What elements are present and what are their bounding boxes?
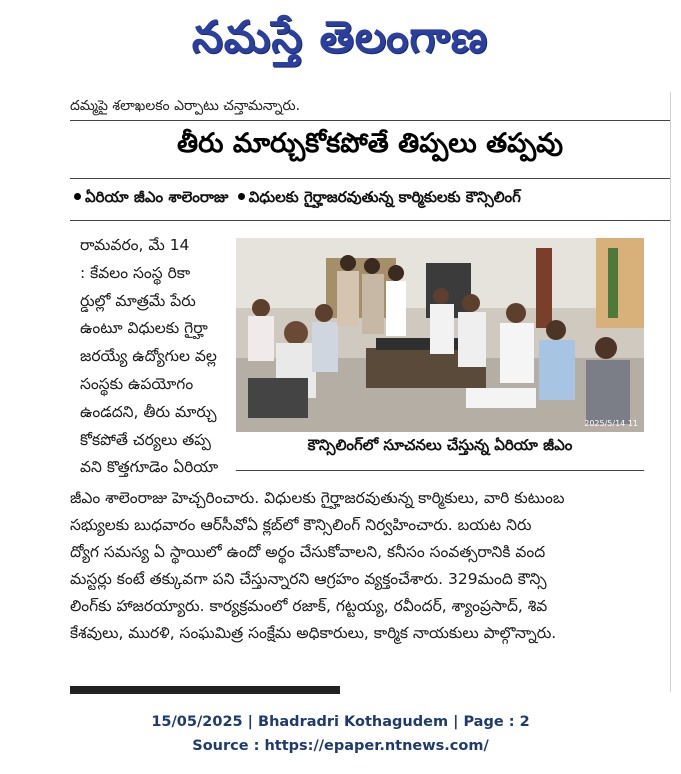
page-edge-line <box>670 92 671 692</box>
article-body <box>70 485 670 647</box>
body-line: కేశవులు, మురళి, సంఘమిత్ర సంక్షేమ అధికారులు, కార్మిక నాయకులు పాల్గొన్నారు. <box>70 624 557 642</box>
previous-article-fragment: దమ్మపై శలాఖలకం ఎర్పాటు చన్తామన్నారు. <box>70 98 301 114</box>
article-subheads <box>70 188 670 210</box>
subhead-1: ఏరియా జీఎం శాలెంరాజు <box>85 188 229 206</box>
article-column <box>80 232 230 482</box>
column-line: సంస్థకు ఉపయోగం <box>80 374 194 393</box>
footer-date-edition: 15/05/2025 | Bhadradri Kothagudem | Page : 2 <box>151 714 530 730</box>
divider-headline <box>70 178 670 179</box>
footer-source: Source : https://epaper.ntnews.com/ <box>192 738 489 754</box>
next-article-cut-bar <box>70 686 340 694</box>
divider-top <box>70 120 670 121</box>
photo-timestamp: 2025/5/14 11 <box>584 419 638 428</box>
bullet-icon <box>74 193 81 200</box>
body-line: సభ్యులకు బుధవారం ఆర్‌సీవోఏ క్లబ్‌లో కౌన్సిలింగ్ నిర్వహించారు. బయట నిరు <box>70 516 532 534</box>
column-line: కోకపోతే చర్యలు తప్ప <box>80 430 211 449</box>
divider-caption <box>236 470 644 471</box>
meeting-photo-illustration <box>236 238 644 432</box>
column-line: ఉండదని, తీరు మార్చు <box>80 402 217 421</box>
body-line: మస్టర్లు కంటే తక్కువగా పని చేస్తున్నారని ఆగ్రహం వ్యక్తంచేశారు. 329మంది కౌన్సి <box>70 570 547 588</box>
photo-caption: కౌన్సిలింగ్‌లో సూచనలు చేస్తున్న ఏరియా జీఎం <box>307 436 573 454</box>
body-line: జీఎం శాలెంరాజు హెచ్చరించారు. విధులకు గైర్హాజరవుతున్న కార్మికులు, వారి కుటుంబ <box>70 489 565 507</box>
subhead-2: విధులకు గైర్హాజరవుతున్న కార్మికులకు కౌన్సిలింగ్ <box>248 188 521 206</box>
bullet-icon <box>238 193 245 200</box>
column-line: ఉంటూ విధులకు గైర్హా <box>80 319 208 338</box>
column-line: ర్డుల్లో మాత్రమే పేరు <box>80 291 196 310</box>
column-line: రామవరం, మే 14 <box>80 236 190 254</box>
article-photo <box>236 238 644 432</box>
divider-subheads <box>70 220 670 221</box>
column-line: : కేవలం సంస్థ రికా <box>80 263 191 282</box>
column-line: జరయ్యే ఉద్యోగుల వల్ల <box>80 347 217 366</box>
body-line: లింగ్‌కు హాజరయ్యారు. కార్యక్రమంలో రజాక్, గట్టయ్య, రవీందర్, శ్యాంప్రసాద్, శివ <box>70 597 548 615</box>
body-line: ద్యోగ సమస్య ఏ స్థాయిలో ఉందో అర్థం చేసుకోవాలని, కనీసం సంవత్సరానికి వంద <box>70 543 546 561</box>
column-line: వని కొత్తగూడెం ఏరియా <box>80 458 219 477</box>
masthead-logo: నమస్తే తెలంగాణ <box>191 12 489 63</box>
article-headline: తీరు మార్చుకోకపోతే తిప్పలు తప్పవు <box>176 128 564 159</box>
